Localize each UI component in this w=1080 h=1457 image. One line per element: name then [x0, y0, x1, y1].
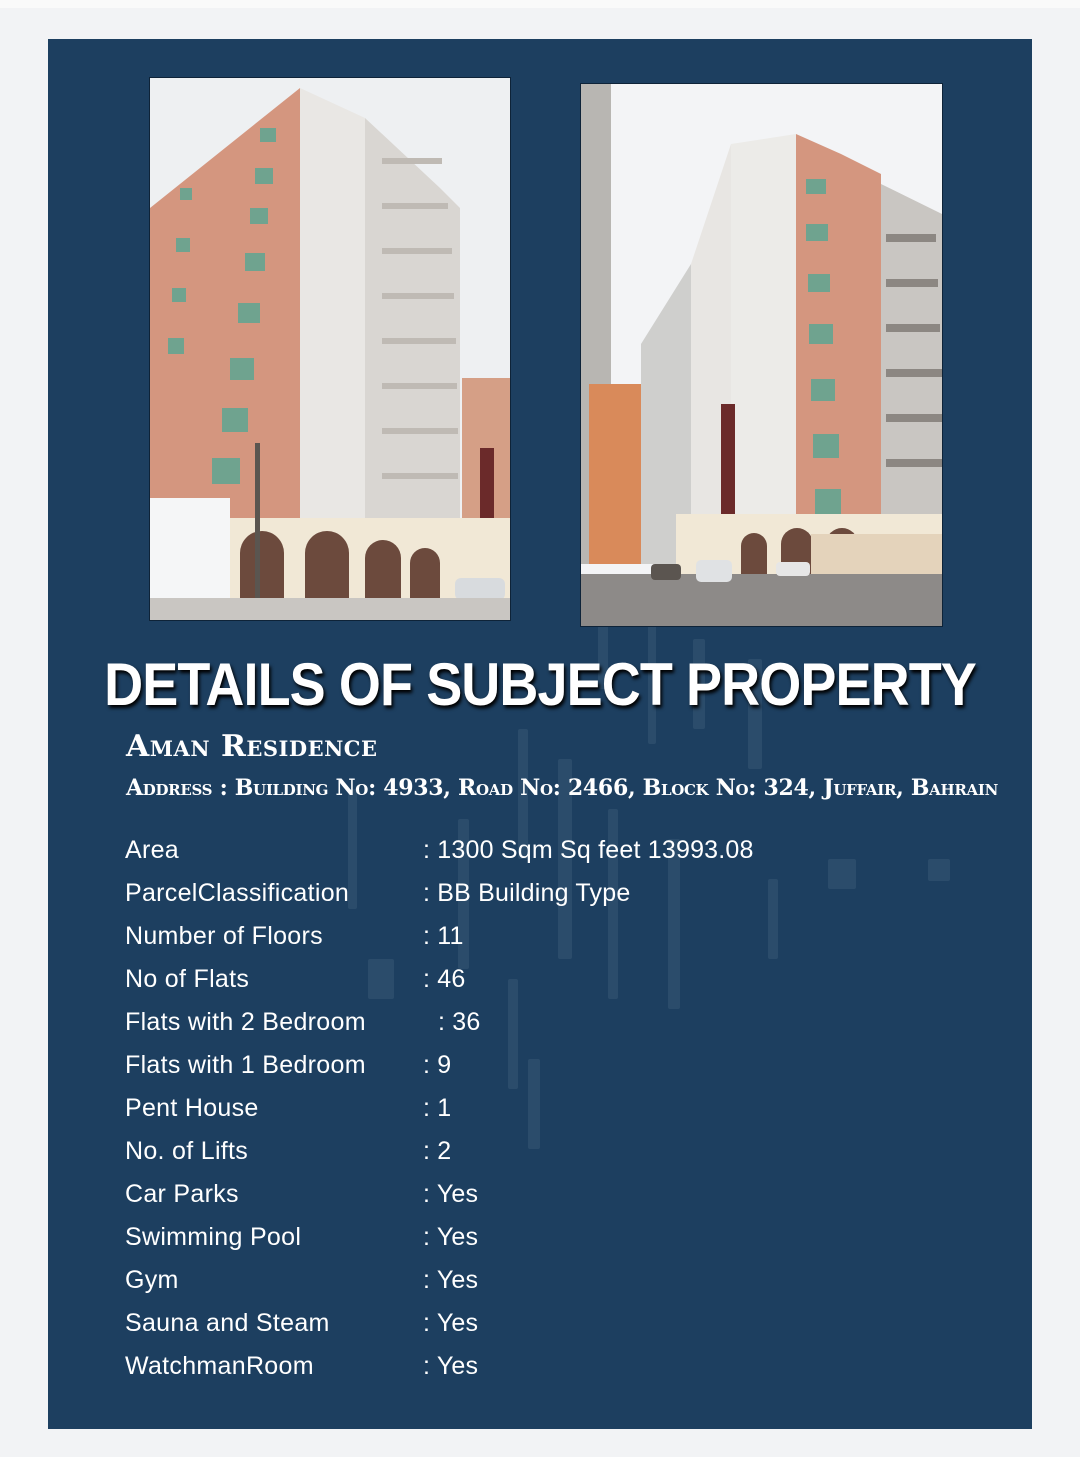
- detail-label: Flats with 1 Bedroom: [125, 1051, 366, 1079]
- property-name: Aman Residence: [126, 729, 378, 764]
- detail-value: : Yes: [423, 1223, 479, 1251]
- property-card: [48, 39, 1032, 1429]
- detail-value: : 36: [438, 1008, 481, 1036]
- building-photo-left: [149, 77, 511, 621]
- detail-value: : 9: [423, 1051, 452, 1079]
- building-photo-right: [580, 83, 943, 627]
- detail-value: : 1: [423, 1094, 452, 1122]
- property-address: Address : Building No: 4933, Road No: 2466, Block No: 324, Juffair, Bahrain: [126, 775, 998, 801]
- detail-label: Sauna and Steam: [125, 1309, 330, 1337]
- detail-label: Flats with 2 Bedroom: [125, 1008, 366, 1036]
- page-title: DETAILS OF SUBJECT PROPERTY: [104, 651, 976, 718]
- detail-label: Number of Floors: [125, 922, 323, 950]
- detail-value: : Yes: [423, 1309, 479, 1337]
- detail-label: Car Parks: [125, 1180, 239, 1208]
- detail-value: : Yes: [423, 1266, 479, 1294]
- detail-label: Area: [125, 836, 180, 864]
- detail-value: : 46: [423, 965, 466, 993]
- detail-label: No of Flats: [125, 965, 250, 993]
- detail-value: : Yes: [423, 1352, 479, 1380]
- top-strip: [0, 0, 1080, 8]
- detail-value: : 2: [423, 1137, 452, 1165]
- detail-label: No. of Lifts: [125, 1137, 249, 1165]
- detail-label: Gym: [125, 1266, 179, 1294]
- detail-value: : 11: [423, 922, 464, 950]
- detail-label: Swimming Pool: [125, 1223, 302, 1251]
- detail-value: : BB Building Type: [423, 879, 631, 907]
- detail-label: WatchmanRoom: [125, 1352, 314, 1380]
- detail-label: ParcelClassification: [125, 879, 350, 907]
- detail-value: : Yes: [423, 1180, 479, 1208]
- detail-value: : 1300 Sqm Sq feet 13993.08: [423, 836, 754, 864]
- detail-label: Pent House: [125, 1094, 259, 1122]
